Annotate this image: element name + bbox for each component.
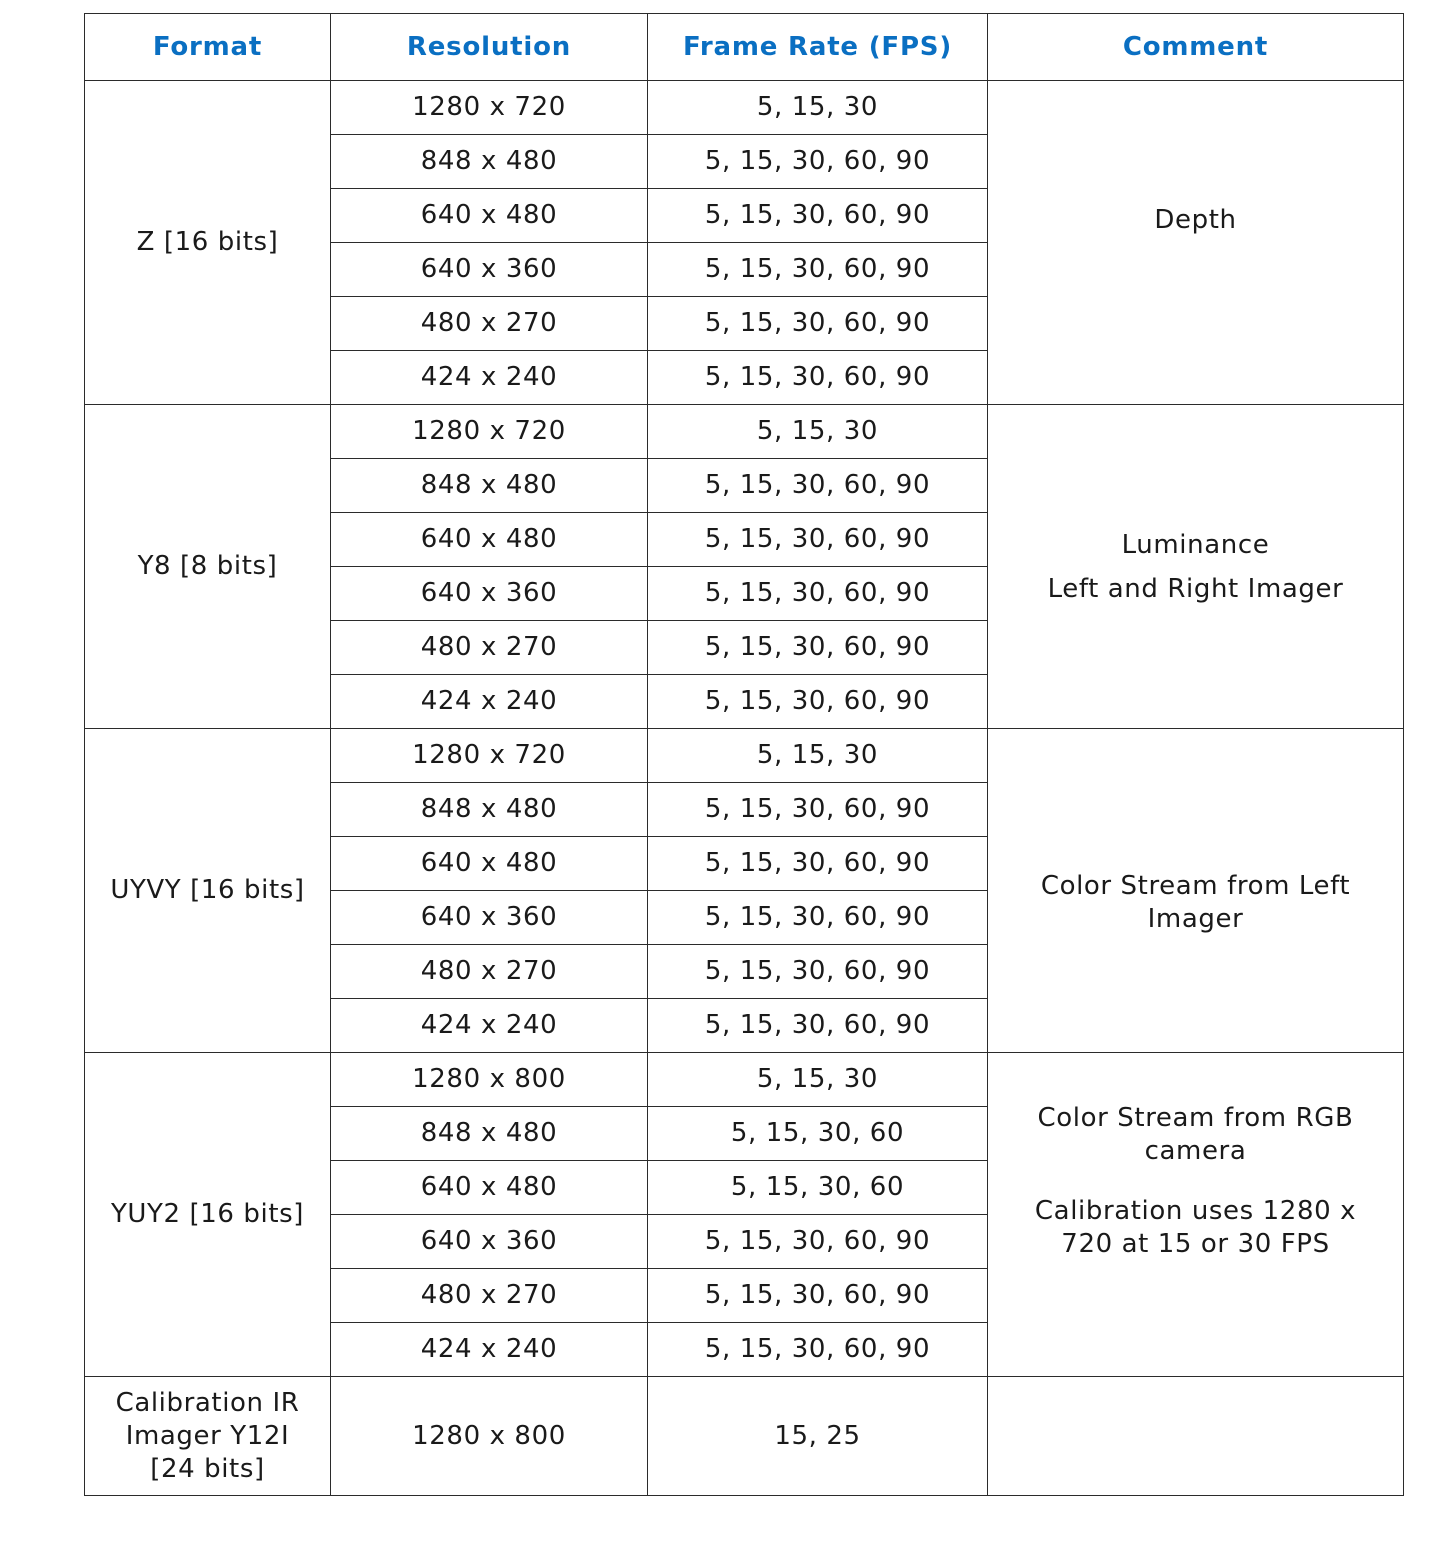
resolution-cell: 848 x 480 — [331, 135, 648, 189]
comment-line: Depth — [1154, 205, 1237, 235]
comment-cell — [988, 729, 1404, 1053]
comment-line: Color Stream from RGB camera — [1037, 1103, 1354, 1166]
table-row — [85, 405, 1404, 459]
resolution-cell: 640 x 480 — [331, 513, 648, 567]
fps-cell: 5, 15, 30, 60, 90 — [648, 243, 988, 297]
table-row — [85, 729, 1404, 783]
fps-cell: 5, 15, 30, 60, 90 — [648, 621, 988, 675]
fps-cell: 5, 15, 30 — [648, 81, 988, 135]
format-table — [84, 13, 1404, 1496]
resolution-cell: 424 x 240 — [331, 351, 648, 405]
format-cell: Y8 [8 bits] — [85, 405, 331, 729]
fps-cell: 5, 15, 30, 60, 90 — [648, 459, 988, 513]
format-cell: Calibration IR Imager Y12I [24 bits] — [85, 1377, 331, 1496]
fps-cell: 5, 15, 30, 60, 90 — [648, 1215, 988, 1269]
fps-cell: 5, 15, 30, 60, 90 — [648, 1269, 988, 1323]
table-row — [85, 1053, 1404, 1107]
comment-cell — [988, 1053, 1404, 1377]
comment-cell — [988, 81, 1404, 405]
resolution-cell: 480 x 270 — [331, 297, 648, 351]
resolution-cell: 640 x 480 — [331, 189, 648, 243]
resolution-cell: 424 x 240 — [331, 999, 648, 1053]
resolution-cell: 848 x 480 — [331, 459, 648, 513]
fps-cell: 5, 15, 30 — [648, 729, 988, 783]
fps-cell: 5, 15, 30, 60, 90 — [648, 297, 988, 351]
format-cell: YUY2 [16 bits] — [85, 1053, 331, 1377]
resolution-cell: 1280 x 720 — [331, 405, 648, 459]
resolution-cell: 1280 x 800 — [331, 1377, 648, 1496]
comment-line: Left and Right Imager — [1047, 573, 1344, 604]
fps-cell: 5, 15, 30, 60, 90 — [648, 783, 988, 837]
fps-cell: 5, 15, 30, 60, 90 — [648, 675, 988, 729]
comment-line: Color Stream from Left Imager — [1040, 870, 1351, 934]
fps-cell: 5, 15, 30, 60, 90 — [648, 837, 988, 891]
fps-cell: 5, 15, 30, 60, 90 — [648, 999, 988, 1053]
fps-cell: 5, 15, 30, 60 — [648, 1107, 988, 1161]
resolution-cell: 1280 x 720 — [331, 81, 648, 135]
table-row — [85, 81, 1404, 135]
header-comment: Comment — [988, 14, 1404, 81]
resolution-cell: 1280 x 720 — [331, 729, 648, 783]
comment-line: Calibration uses 1280 x 720 at 15 or 30 FPS — [1034, 1196, 1357, 1259]
header-frame-rate: Frame Rate (FPS) — [648, 14, 988, 81]
fps-cell: 5, 15, 30 — [648, 1053, 988, 1107]
resolution-cell: 424 x 240 — [331, 675, 648, 729]
header-row — [85, 14, 1404, 81]
fps-cell: 5, 15, 30 — [648, 405, 988, 459]
comment-line: Luminance — [1121, 529, 1270, 560]
resolution-cell: 848 x 480 — [331, 783, 648, 837]
resolution-cell: 640 x 360 — [331, 891, 648, 945]
resolution-cell: 480 x 270 — [331, 1269, 648, 1323]
resolution-cell: 424 x 240 — [331, 1323, 648, 1377]
fps-cell: 5, 15, 30, 60, 90 — [648, 945, 988, 999]
fps-cell: 5, 15, 30, 60, 90 — [648, 567, 988, 621]
fps-cell: 5, 15, 30, 60, 90 — [648, 1323, 988, 1377]
resolution-cell: 640 x 480 — [331, 837, 648, 891]
format-cell: Z [16 bits] — [85, 81, 331, 405]
table-row — [85, 1377, 1404, 1496]
comment-cell — [988, 1377, 1404, 1496]
resolution-cell: 640 x 480 — [331, 1161, 648, 1215]
fps-cell: 5, 15, 30, 60, 90 — [648, 189, 988, 243]
fps-cell: 15, 25 — [648, 1377, 988, 1496]
resolution-cell: 640 x 360 — [331, 243, 648, 297]
header-format: Format — [85, 14, 331, 81]
fps-cell: 5, 15, 30, 60 — [648, 1161, 988, 1215]
resolution-cell: 848 x 480 — [331, 1107, 648, 1161]
table-body — [85, 81, 1404, 1496]
comment-cell — [988, 405, 1404, 729]
fps-cell: 5, 15, 30, 60, 90 — [648, 135, 988, 189]
resolution-cell: 480 x 270 — [331, 945, 648, 999]
resolution-cell: 640 x 360 — [331, 1215, 648, 1269]
header-resolution: Resolution — [331, 14, 648, 81]
resolution-cell: 480 x 270 — [331, 621, 648, 675]
fps-cell: 5, 15, 30, 60, 90 — [648, 891, 988, 945]
resolution-cell: 1280 x 800 — [331, 1053, 648, 1107]
fps-cell: 5, 15, 30, 60, 90 — [648, 513, 988, 567]
fps-cell: 5, 15, 30, 60, 90 — [648, 351, 988, 405]
format-cell: UYVY [16 bits] — [85, 729, 331, 1053]
resolution-cell: 640 x 360 — [331, 567, 648, 621]
